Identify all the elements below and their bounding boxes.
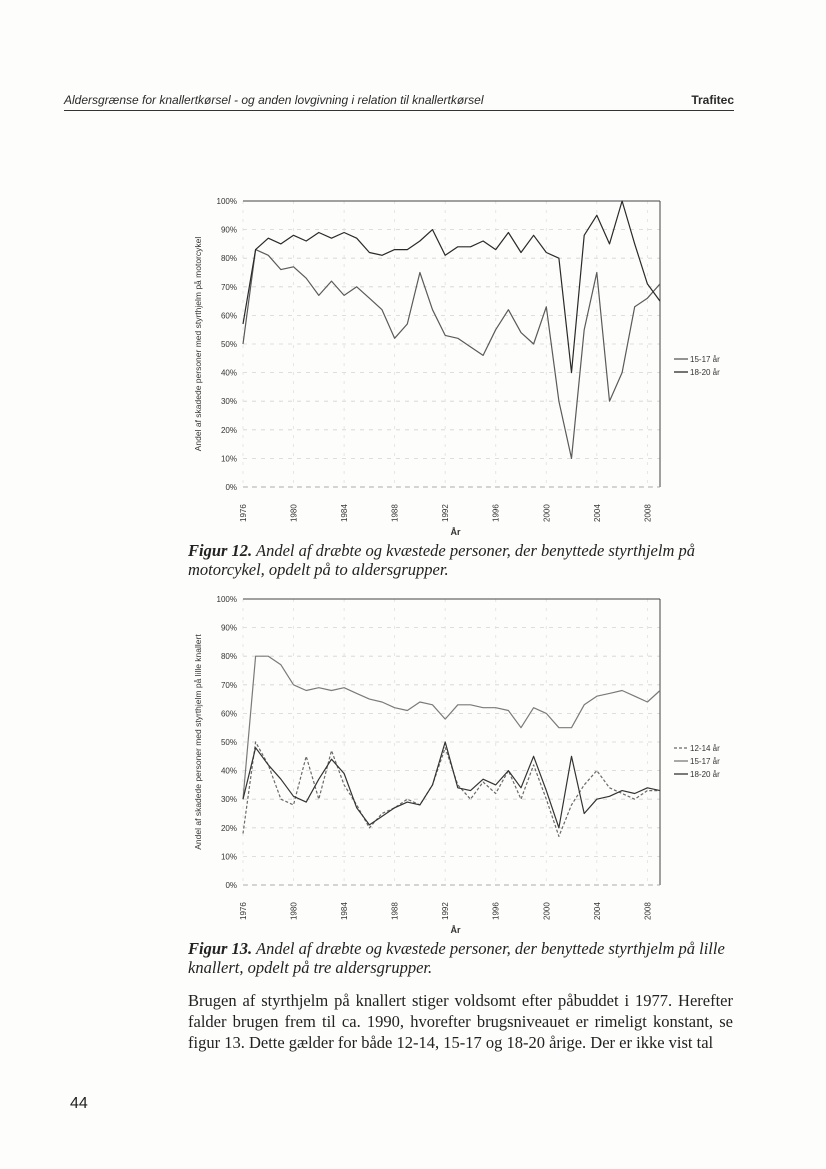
legend-label: 18-20 år (690, 770, 720, 779)
x-tick-label: 1976 (239, 504, 248, 522)
y-tick-label: 80% (220, 652, 237, 662)
x-tick-label: 1988 (390, 504, 400, 522)
x-tick-label: 1980 (289, 504, 299, 522)
x-axis-label: År (450, 925, 461, 935)
series-line-18-20-r (243, 742, 660, 828)
x-axis-label: År (450, 527, 461, 537)
y-tick-label: 30% (220, 795, 237, 805)
y-tick-label: 50% (220, 340, 237, 349)
legend-label: 15-17 år (690, 355, 720, 364)
x-tick-label: 2000 (542, 902, 552, 920)
y-tick-label: 0% (225, 483, 237, 492)
x-tick-label: 1984 (340, 504, 350, 522)
y-tick-label: 30% (220, 397, 237, 407)
x-tick-label: 1984 (340, 902, 350, 920)
x-tick-label: 1996 (491, 902, 501, 920)
legend-label: 18-20 år (690, 368, 720, 377)
y-tick-label: 70% (220, 680, 237, 690)
x-tick-label: 1996 (491, 504, 501, 522)
figure12-text: Andel af dræbte og kvæstede personer, der benyttede styrthjelm på motorcykel, opdelt på to aldersgrupper. (188, 541, 696, 579)
y-tick-label: 100% (216, 197, 237, 206)
helmet-motorcycle-chart (0, 180, 760, 540)
y-tick-label: 20% (220, 425, 237, 435)
x-tick-label: 1976 (239, 902, 248, 920)
y-tick-label: 50% (220, 738, 237, 747)
x-tick-label: 2008 (643, 902, 653, 920)
body-paragraph: Brugen af styrthjelm på knallert stiger voldsomt efter påbuddet i 1977. Herefter falder brugen frem til ca. 1990, hvorefter brugsniveauet er rimeligt konstant, se figur 13. Dette gælder for både 12-14, 15-17 og 18-20 årige. Der er ikke vist tal (188, 991, 733, 1052)
series-line-15-17-r (243, 656, 660, 799)
y-tick-label: 100% (216, 595, 237, 604)
y-tick-label: 10% (220, 852, 237, 862)
y-tick-label: 0% (225, 881, 237, 890)
y-tick-label: 90% (220, 225, 237, 235)
page-number: 44 (70, 1095, 88, 1112)
x-tick-label: 1988 (390, 902, 400, 920)
x-tick-label: 2004 (592, 902, 602, 920)
y-tick-label: 70% (220, 282, 237, 292)
x-tick-label: 2008 (643, 504, 653, 522)
legend-label: 12-14 år (690, 744, 720, 753)
series-line-15-17-r (243, 250, 660, 459)
figure12-caption (188, 541, 738, 579)
y-tick-label: 20% (220, 823, 237, 833)
y-tick-label: 40% (220, 766, 237, 776)
header-rule (64, 110, 734, 111)
x-tick-label: 2000 (542, 504, 552, 522)
x-tick-label: 1992 (441, 902, 451, 920)
y-tick-label: 60% (220, 311, 237, 321)
figure13-caption (188, 939, 738, 977)
y-axis-label: Andel af skadede personer med styrthjelm på motorcykel (193, 236, 203, 452)
y-tick-label: 10% (220, 454, 237, 464)
y-tick-label: 90% (220, 623, 237, 633)
x-tick-label: 1980 (289, 902, 299, 920)
y-tick-label: 60% (220, 709, 237, 719)
legend-label: 15-17 år (690, 757, 720, 766)
y-axis-label: Andel af skadede personer med styrthjelm på lille knallert (193, 634, 203, 850)
document-header-title: Aldersgrænse for knallertkørsel - og anden lovgivning i relation til knallertkørsel (64, 93, 484, 107)
figure13-label: Figur 13. (188, 939, 253, 958)
figure13-text: Andel af dræbte og kvæstede personer, der benyttede styrthjelm på lille knallert, opdelt på tre aldersgrupper. (188, 939, 725, 977)
x-tick-label: 2004 (592, 504, 602, 522)
helmet-moped-chart (0, 580, 760, 940)
y-tick-label: 80% (220, 254, 237, 264)
figure12-label: Figur 12. (188, 541, 253, 560)
x-tick-label: 1992 (441, 504, 451, 522)
series-line-12-14-r (243, 742, 660, 836)
y-tick-label: 40% (220, 368, 237, 378)
document-header-brand: Trafitec (691, 93, 734, 107)
